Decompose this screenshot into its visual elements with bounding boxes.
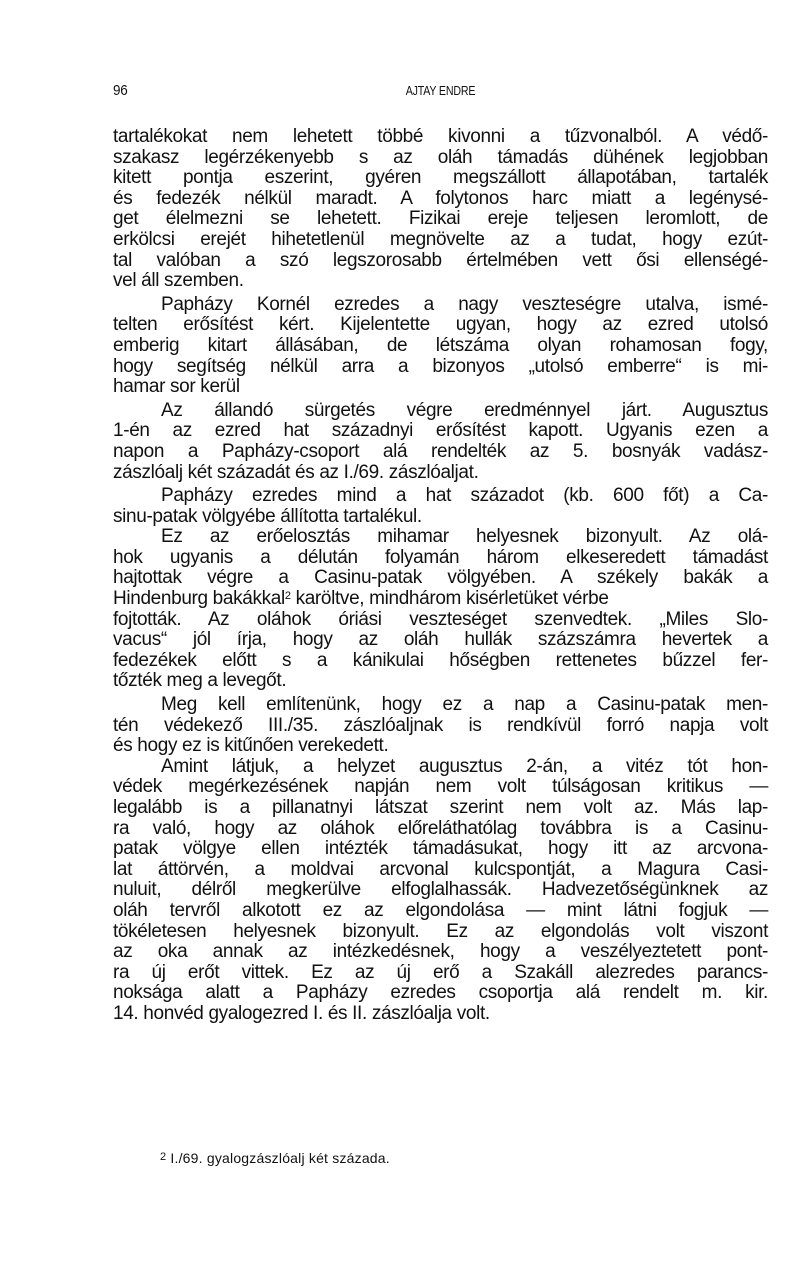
text-line: vel áll szemben. — [113, 270, 244, 292]
text-line: oláh tervről alkotott ez az elgondolása — mint látni fogjuk — — [113, 899, 768, 921]
text-line: kitett pontja eszerint, gyéren megszállott állapotában, tartalék — [113, 167, 768, 189]
paragraph — [113, 486, 768, 527]
paragraph — [113, 295, 768, 398]
text-segment: karöltve, mindhárom kisérletüket vérbe — [290, 588, 609, 610]
paragraph — [113, 695, 768, 757]
text-line: legalább is a pillanatnyi látszat szerint nem volt az. Más lap- — [113, 797, 768, 818]
text-line: vacus“ jól írja, hogy az oláh hullák százszámra hevertek a — [113, 629, 768, 651]
text-line: Meg kell említenünk, hogy ez a nap a Casinu-patak men- — [161, 694, 768, 716]
text-line: tén védekező III./35. zászlóaljnak is rendkívül forró napja volt — [113, 714, 768, 736]
text-line: hok ugyanis a délután folyamán három elkeseredett támadást — [113, 546, 768, 568]
text-line: tőzték meg a levegőt. — [113, 670, 287, 692]
paragraph — [113, 401, 768, 483]
text-line: emberig kitart állásában, de létszáma olyan rohamosan fogy, — [113, 334, 768, 356]
text-line: tökéletesen helyesnek bizonyult. Ez az elgondolás volt viszont — [113, 920, 768, 942]
footnote-text: I./69. gyalogzászlóalj két százada. — [166, 1150, 390, 1166]
text-line: noksága alatt a Papházy ezredes csoportja alá rendelt m. kir. — [113, 982, 768, 1004]
text-line: tal valóban a szó legszorosabb értelmében vett ősi ellenségé- — [113, 249, 768, 271]
text-line: Papházy Kornél ezredes a nagy veszteségre utalva, ismé- — [161, 293, 768, 315]
body-text — [113, 127, 768, 1025]
text-line: napon a Papházy-csoport alá rendelték az 5. bosnyák vadász- — [113, 440, 768, 462]
text-line: Ez az erőelosztás mihamar helyesnek bizonyult. Az olá- — [161, 526, 768, 548]
text-line: fedezékek előtt s a kánikulai hőségben rettenetes bűzzel fer- — [113, 649, 768, 671]
footnote — [160, 1150, 390, 1166]
text-line: telten erősítést kért. Kijelentette ugyan, hogy az ezred utolsó — [113, 314, 768, 336]
text-line: 14. honvéd gyalogezred I. és II. zászlóalja volt. — [113, 1002, 490, 1024]
text-line-with-footnote — [113, 589, 768, 610]
text-line: nuluit, délről megkerülve elfoglalhassák. Hadvezetőségünknek az — [113, 879, 768, 901]
page-header — [113, 82, 768, 102]
paragraph — [113, 127, 768, 292]
footnote-marker: 2 — [160, 1151, 167, 1163]
text-line: fojtották. Az oláhok óriási veszteséget szenvedtek. „Miles Slo- — [113, 608, 768, 630]
text-line: lat áttörvén, a moldvai arcvonal kulcspontját, a Magura Casi- — [113, 858, 768, 880]
footnote-reference[interactable]: 2 — [284, 590, 291, 603]
text-line: ra új erőt vittek. Ez az új erő a Szakáll alezredes parancs- — [113, 961, 768, 983]
text-line: védek megérkezésének napján nem volt túlságosan kritikus — — [113, 776, 768, 798]
text-line: hajtottak végre a Casinu-patak völgyében. A székely bakák a — [113, 567, 768, 589]
text-line: szakasz legérzékenyebb s az oláh támadás dühének legjobban — [113, 146, 768, 168]
text-line: hamar sor kerül — [113, 376, 240, 398]
text-line: 1-én az ezred hat századnyi erősítést kapott. Ugyanis ezen a — [113, 420, 768, 442]
text-line: Az állandó sürgetés végre eredménnyel járt. Augusztus — [161, 399, 768, 421]
text-segment: Hindenburg bakákkal — [113, 588, 285, 610]
text-line: hogy segítség nélkül arra a bizonyos „utolsó emberre“ is mi- — [113, 355, 768, 377]
page-number: 96 — [113, 82, 128, 99]
paragraph — [113, 757, 768, 1025]
running-head: AJTAY ENDRE — [405, 84, 476, 98]
text-line: get élelmezni se lehetett. Fizikai ereje teljesen leromlott, de — [113, 208, 768, 230]
paragraph — [113, 527, 768, 692]
text-line: Amint látjuk, a helyzet augusztus 2-án, a vitéz tót hon- — [161, 755, 768, 777]
text-line: az oka annak az intézkedésnek, hogy a veszélyeztetett pont- — [113, 941, 768, 963]
text-line: zászlóalj két századát és az I./69. zászlóaljat. — [113, 461, 479, 483]
text-line: erkölcsi erejét hihetetlenül megnövelte az a tudat, hogy ezút- — [113, 228, 768, 250]
text-line: ra való, hogy az oláhok előreláthatólag továbbra is a Casinu- — [113, 817, 768, 839]
text-line: és fedezék nélkül maradt. A folytonos harc miatt a legénysé- — [113, 187, 768, 209]
text-line: és hogy ez is kitűnően verekedett. — [113, 735, 389, 757]
text-line: patak völgye ellen intézték támadásukat, hogy itt az arcvona- — [113, 838, 768, 860]
text-line: Papházy ezredes mind a hat századot (kb. 600 főt) a Ca- — [161, 485, 768, 507]
text-line: tartalékokat nem lehetett többé kivonni a tűzvonalból. A védő- — [113, 126, 768, 147]
text-line: sinu-patak völgyébe állította tartalékul. — [113, 505, 422, 527]
